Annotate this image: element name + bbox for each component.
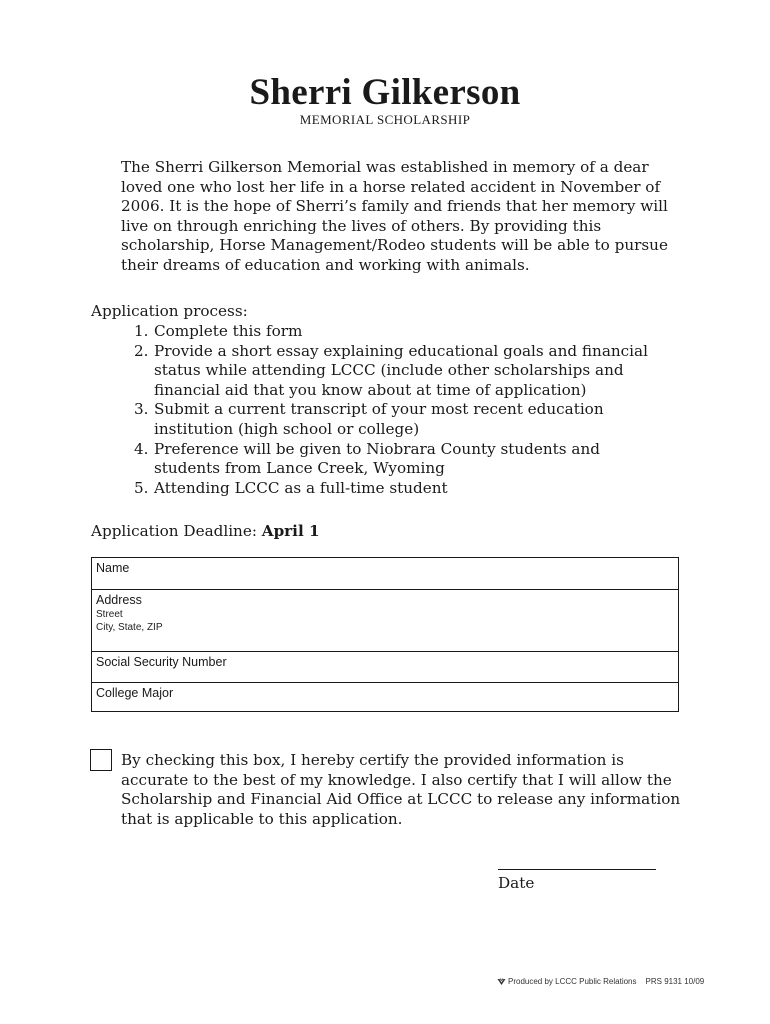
step-number: 5. [134, 478, 149, 497]
address-field[interactable] [92, 590, 678, 652]
list-item [130, 342, 670, 401]
street-label: Street [96, 609, 123, 620]
footer [497, 977, 704, 986]
lccc-logo-icon [497, 978, 506, 986]
step-text: Complete this form [154, 322, 303, 340]
footer-produced-by: Produced by LCCC Public Relations [508, 977, 637, 986]
certify-checkbox[interactable] [90, 749, 112, 771]
ssn-field[interactable] [92, 652, 678, 683]
deadline-label: Application Deadline: [91, 522, 257, 540]
application-process-label: Application process: [91, 302, 248, 320]
name-field[interactable] [92, 558, 678, 590]
application-deadline [91, 521, 320, 541]
page-subtitle: MEMORIAL SCHOLARSHIP [299, 112, 471, 127]
address-label: Address [96, 593, 142, 607]
deadline-value: April 1 [261, 522, 320, 540]
step-number: 3. [134, 400, 149, 419]
step-text: Preference will be given to Niobrara County students and students from Lance Creek, Wyoming [154, 439, 600, 478]
list-item [130, 479, 670, 499]
college-major-label: College Major [96, 686, 174, 700]
footer-code: PRS 9131 10/09 [645, 977, 705, 986]
step-text: Provide a short essay explaining educational goals and financial status while attending LCCC (include other scholarships and financial aid that you know about at time of application) [154, 341, 648, 399]
college-major-field[interactable] [92, 683, 678, 713]
applicant-info-form [91, 557, 679, 712]
certification-text: By checking this box, I hereby certify the provided information is accurate to the best of my knowledge. I also certify that I will allow the Scholarship and Financial Aid Office at LCCC to release any information that is applicable to this application. [121, 751, 681, 828]
step-number: 4. [134, 439, 149, 458]
list-item [130, 440, 670, 479]
list-item [130, 322, 670, 342]
step-text: Attending LCCC as a full-time student [154, 478, 448, 497]
list-item [130, 400, 670, 439]
date-label: Date [498, 874, 535, 892]
application-steps-list [130, 322, 670, 498]
name-label: Name [96, 561, 130, 575]
city-state-zip-label: City, State, ZIP [96, 622, 163, 633]
step-number: 2. [134, 341, 149, 360]
step-number: 1. [134, 322, 149, 340]
ssn-label: Social Security Number [96, 655, 227, 669]
date-signature-line[interactable] [498, 869, 656, 870]
step-text: Submit a current transcript of your most recent education institution (high school or college) [154, 400, 604, 438]
intro-paragraph: The Sherri Gilkerson Memorial was established in memory of a dear loved one who lost her life in a horse related accident in November of 2006. It is the hope of Sherri’s family and friends that her memory will live on through enriching the lives of others. By providing this scholarship, Horse Management/Rodeo students will be able to pursue their dreams of education and working with animals. [121, 158, 668, 274]
page-title: Sherri Gilkerson [249, 72, 521, 113]
